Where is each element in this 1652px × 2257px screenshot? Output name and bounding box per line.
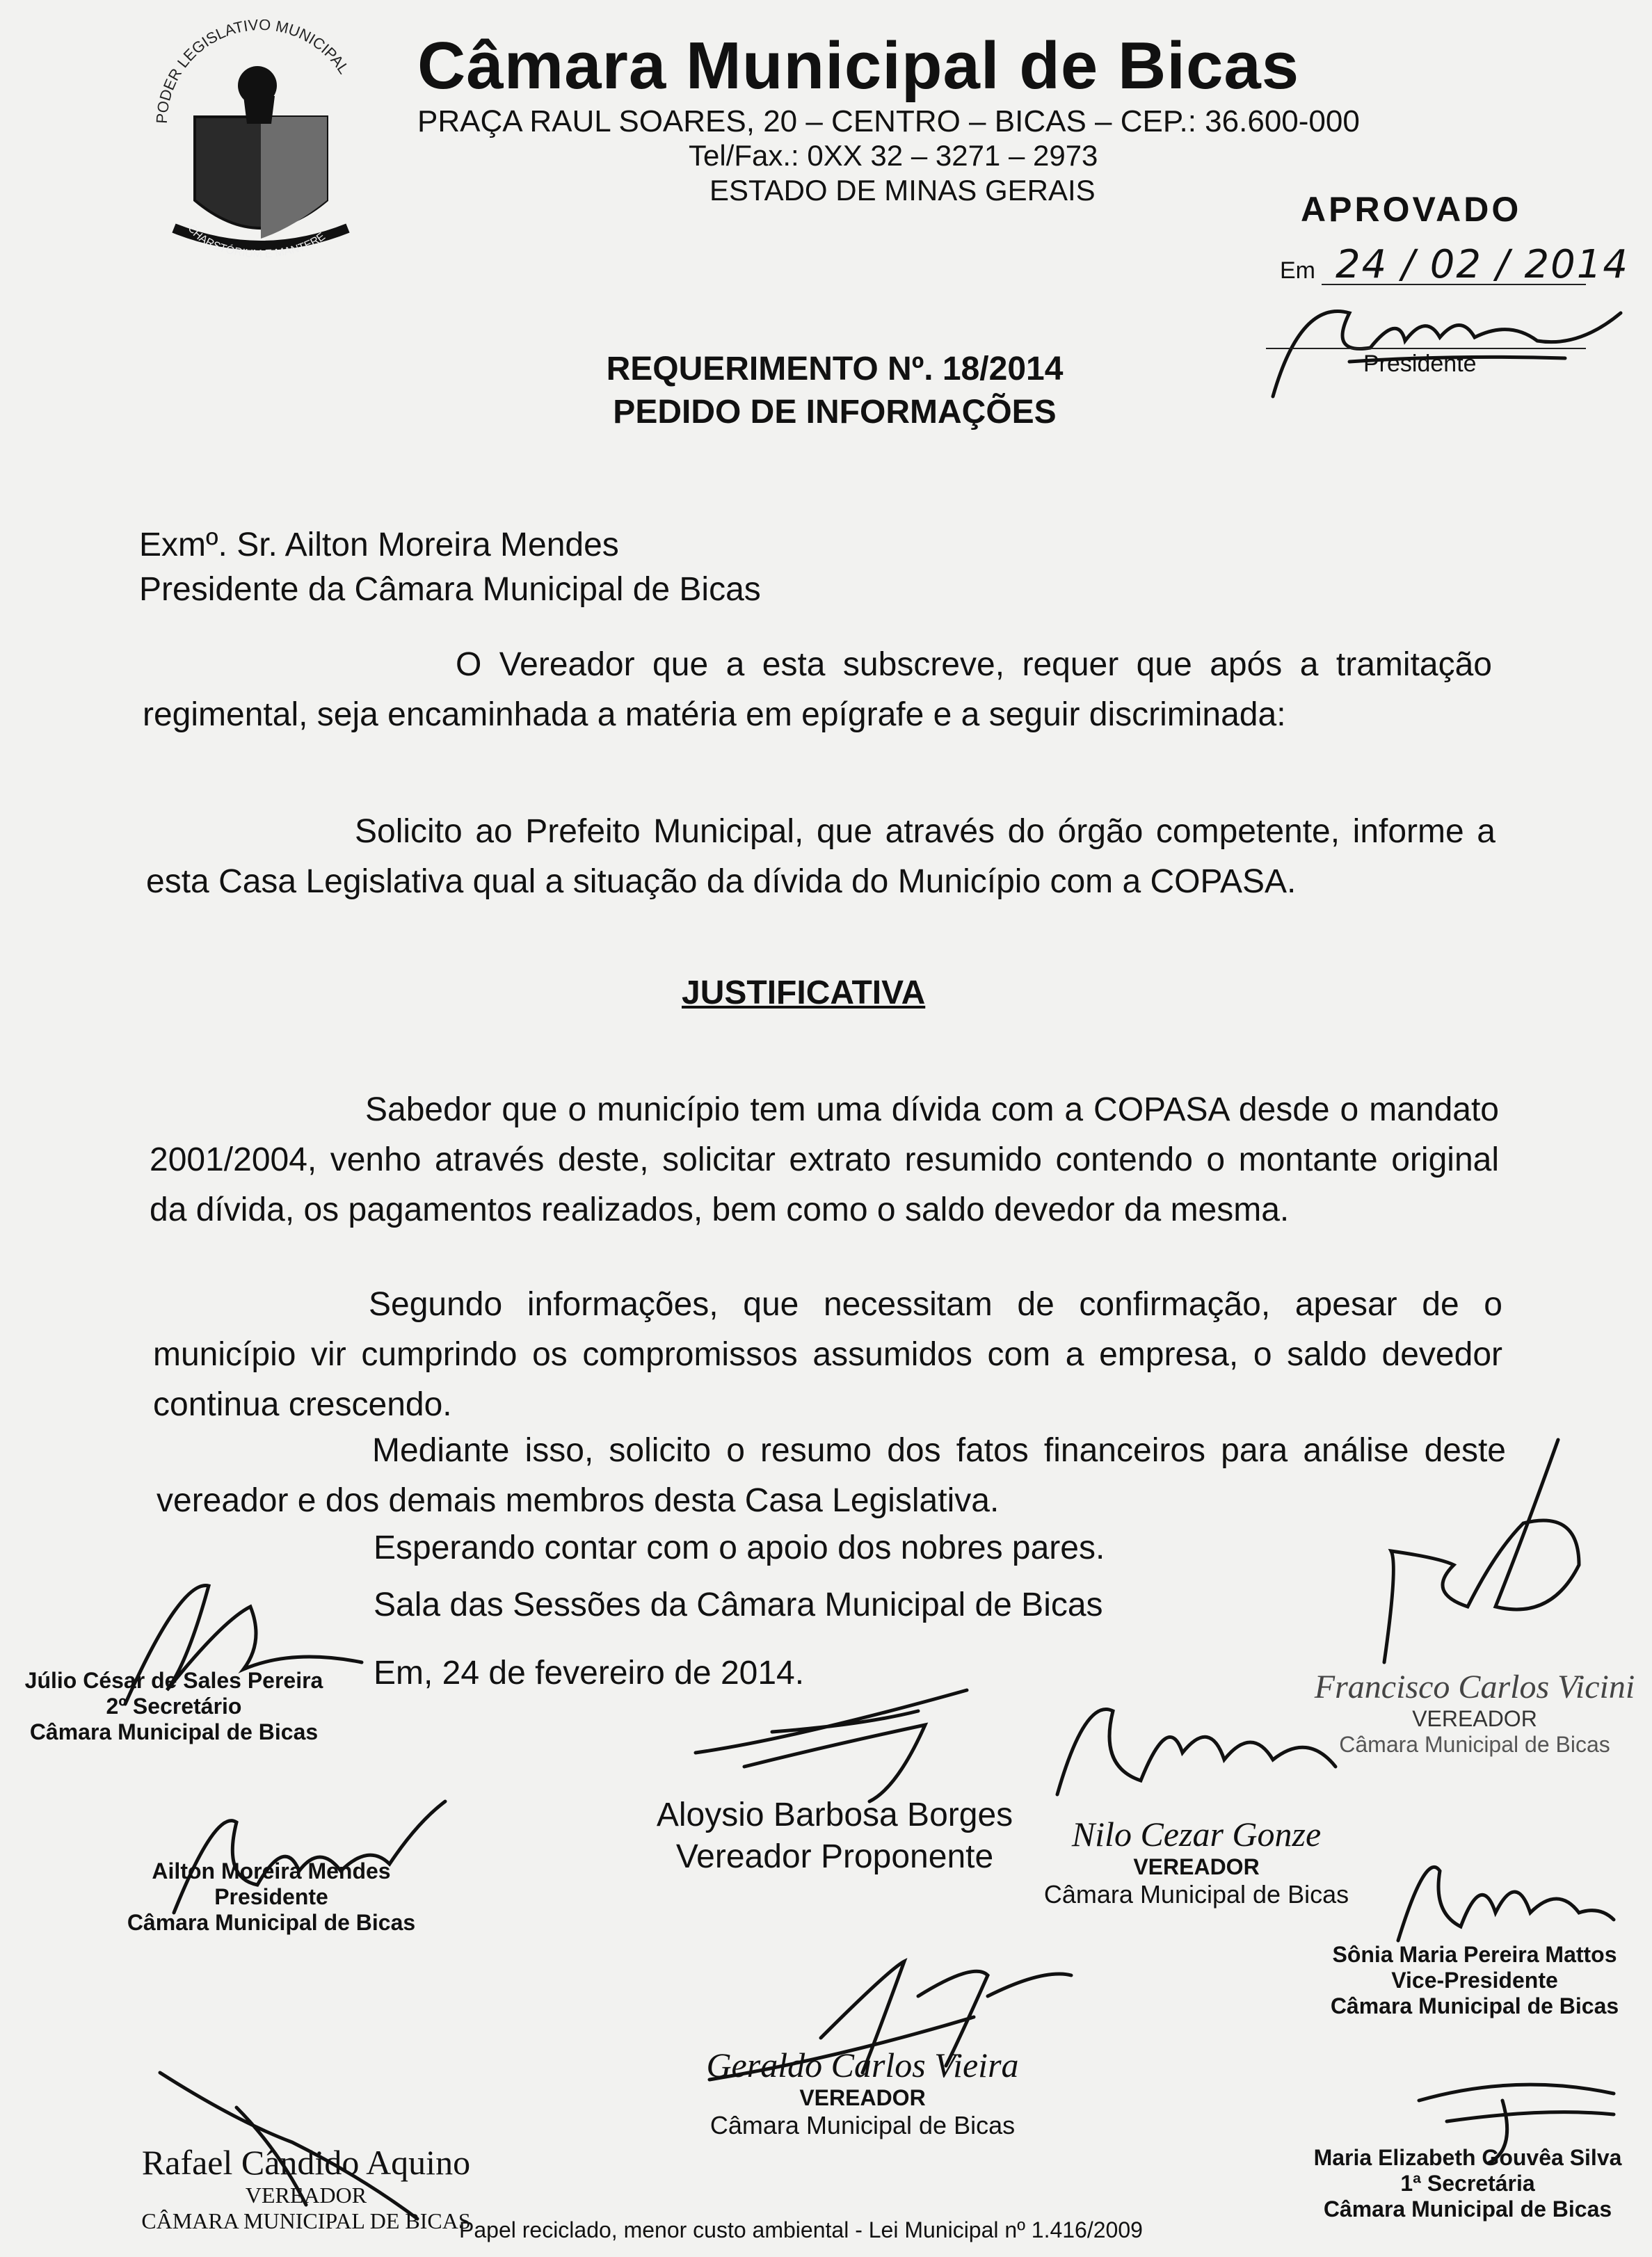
municipal-crest-emblem [146, 19, 376, 270]
organization-name: Câmara Municipal de Bicas [417, 29, 1300, 103]
president-approval-signature [1245, 271, 1635, 410]
signature-block-aloysio [612, 1794, 1057, 1878]
approval-signature-line [1266, 348, 1586, 349]
signer-role: 2º Secretário [106, 1694, 242, 1719]
signer-name: Francisco Carlos Vicini [1314, 1669, 1635, 1705]
signer-name: Júlio César de Sales Pereira [24, 1668, 323, 1693]
addressee-block [139, 523, 761, 612]
signature-block-rafael [111, 2142, 501, 2234]
signature-block-francisco [1308, 1668, 1642, 1758]
document-title [487, 348, 1182, 434]
signer-organization: Câmara Municipal de Bicas [127, 1910, 416, 1935]
signer-organization: Câmara Municipal de Bicas [1339, 1732, 1610, 1757]
signature-block-julio [7, 1668, 341, 1745]
paragraph-request-detail: Solicito ao Prefeito Municipal, que através do órgão competente, informe a esta Casa Legislativa qual a situação da dívida do Município com a COPASA. [146, 813, 1495, 900]
closing-line-date: Em, 24 de fevereiro de 2014. [374, 1655, 805, 1692]
signature-block-nilo [1016, 1814, 1377, 1909]
signature-block-maria [1294, 2145, 1642, 2222]
organization-address: PRAÇA RAUL SOARES, 20 – CENTRO – BICAS – CEP.: 36.600-000 [417, 104, 1360, 138]
signer-organization: Câmara Municipal de Bicas [1330, 1993, 1619, 2018]
signer-organization: Câmara Municipal de Bicas [709, 2111, 1016, 2139]
document-title-subject: PEDIDO DE INFORMAÇÕES [613, 394, 1057, 431]
signer-role: Vereador Proponente [675, 1838, 994, 1875]
signer-name: Sônia Maria Pereira Mattos [1332, 1942, 1617, 1967]
signer-name: Ailton Moreira Mendes [152, 1858, 391, 1883]
signer-role: Vice-Presidente [1391, 1968, 1558, 1993]
approval-stamp-date-prefix: Em [1280, 257, 1315, 284]
paragraph-request-intro: O Vereador que a esta subscreve, requer que após a tramitação regimental, seja encaminhada a matéria em epígrafe e a seguir discriminada: [143, 646, 1492, 733]
organization-state: ESTADO DE MINAS GERAIS [709, 174, 1096, 207]
signature-scrawl-aloysio [689, 1683, 981, 1808]
signer-name: Aloysio Barbosa Borges [656, 1797, 1013, 1833]
signer-role: 1ª Secretária [1400, 2171, 1535, 2196]
approval-stamp-title: APROVADO [1301, 190, 1522, 229]
paragraph-justification-2: Segundo informações, que necessitam de confirmação, apesar de o município vir cumprindo os compromissos assumidos com a empresa, o saldo devedor continua crescendo. [153, 1286, 1502, 1423]
organization-phone: Tel/Fax.: 0XX 32 – 3271 – 2973 [689, 139, 1098, 172]
paragraph-justification-1: Sabedor que o município tem uma dívida com a COPASA desde o mandato 2001/2004, venho através deste, solicitar extrato resumido contendo o montante original da dívida, os pagamentos realizados, bem como o saldo devedor da mesma. [150, 1091, 1499, 1228]
signer-name: Geraldo Carlos Vieira [706, 2046, 1019, 2085]
document-title-number: REQUERIMENTO Nº. 18/2014 [606, 351, 1064, 387]
addressee-name: Exmº. Sr. Ailton Moreira Mendes [139, 527, 619, 563]
signature-block-geraldo [668, 2045, 1057, 2140]
approval-stamp-role: Presidente [1363, 351, 1477, 377]
signer-name: Maria Elizabeth Gouvêa Silva [1313, 2145, 1622, 2170]
signer-role: VEREADOR [245, 2183, 367, 2208]
signature-scrawl-sonia [1384, 1843, 1621, 1954]
closing-line-support: Esperando contar com o apoio dos nobres pares. [374, 1529, 1105, 1566]
signer-role: VEREADOR [1133, 1854, 1260, 1879]
addressee-title: Presidente da Câmara Municipal de Bicas [139, 571, 761, 608]
signer-role: VEREADOR [1412, 1706, 1537, 1731]
signer-name: Rafael Cândido Aquino [141, 2143, 471, 2182]
signature-scrawl-nilo [1043, 1683, 1349, 1808]
signature-block-sonia [1308, 1942, 1642, 2019]
signer-name: Nilo Cezar Gonze [1071, 1815, 1322, 1854]
signature-block-ailton [104, 1858, 438, 1936]
signer-role: Presidente [214, 1884, 328, 1909]
signer-organization: Câmara Municipal de Bicas [29, 1719, 319, 1744]
signer-organization: CÂMARA MUNICIPAL DE BICAS [141, 2208, 471, 2233]
approval-stamp-date: 24 / 02 / 2014 [1336, 242, 1629, 287]
closing-line-session-room: Sala das Sessões da Câmara Municipal de Bicas [374, 1587, 1103, 1623]
signer-organization: Câmara Municipal de Bicas [1323, 2196, 1612, 2222]
crest-text-top: PODER LEGISLATIVO MUNICIPAL [152, 19, 353, 125]
paragraph-justification-3: Mediante isso, solicito o resumo dos fatos financeiros para análise deste vereador e dos demais membros desta Casa Legislativa. [157, 1432, 1506, 1519]
footer-recycled-paper-note: Papel reciclado, menor custo ambiental - Lei Municipal nº 1.416/2009 [459, 2217, 1143, 2242]
justification-heading: JUSTIFICATIVA [682, 974, 926, 1011]
signer-organization: Câmara Municipal de Bicas [1043, 1880, 1349, 1909]
signature-scrawl-francisco [1356, 1426, 1621, 1676]
crest-text-bottom: CHARSTÓRIUM E MANTERE [185, 223, 328, 261]
signer-role: VEREADOR [799, 2085, 926, 2110]
